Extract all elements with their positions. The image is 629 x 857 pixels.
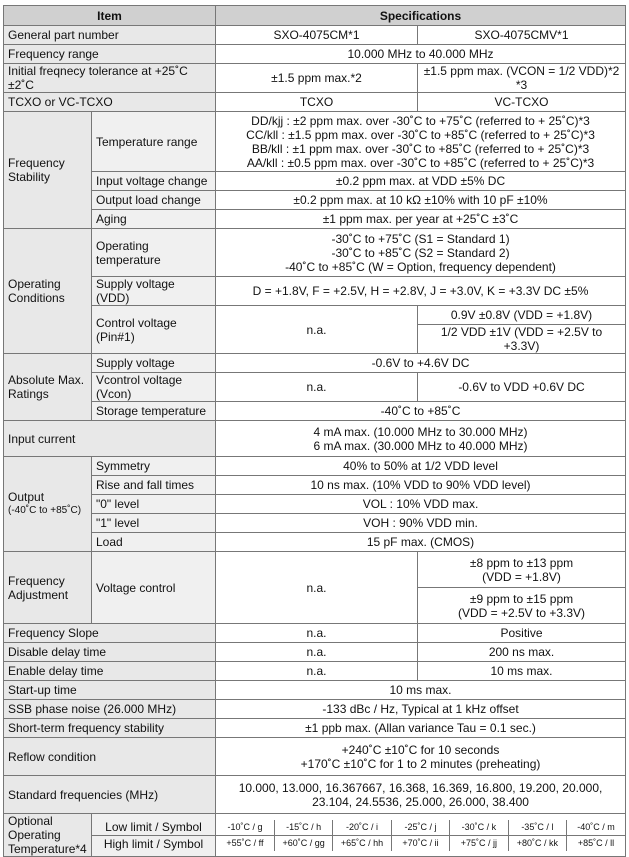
storage-temp-row: [4, 402, 626, 421]
enable-delay-tcxo: n.a.: [216, 662, 418, 681]
high-limit-ff: +55˚C / ff: [216, 835, 274, 851]
aging-value: ±1 ppm max. per year at +25˚C ±3˚C: [216, 210, 626, 229]
ssb-row: [4, 700, 626, 719]
output-label-sub: (-40˚C to +85˚C): [8, 505, 82, 516]
storage-temp-label: Storage temperature: [92, 402, 216, 421]
symmetry-value: 40% to 50% at 1/2 VDD level: [216, 457, 626, 476]
rise-fall-row: [4, 476, 626, 495]
output-load-row: [4, 191, 626, 210]
operating-conditions-label: Operating Conditions: [4, 229, 92, 354]
voltage-control-vctcxo-2: [418, 588, 626, 624]
initial-tolerance-row: [4, 64, 626, 93]
control-voltage-tcxo: n.a.: [216, 306, 418, 354]
standard-freq-line-2: 23.104, 24.5536, 25.000, 26.000, 38.400: [312, 794, 529, 809]
vcontrol-tcxo: n.a.: [216, 373, 418, 402]
load-value: 15 pF max. (CMOS): [216, 533, 626, 552]
low-limit-label: Low limit / Symbol: [92, 819, 215, 836]
frequency-range-value: 10.000 MHz to 40.000 MHz: [216, 45, 626, 64]
frequency-slope-tcxo: n.a.: [216, 624, 418, 643]
op-temp-s1: -30˚C to +75˚C (S1 = Standard 1): [331, 231, 510, 246]
optional-temp-grid: [216, 820, 625, 851]
abs-supply-value: -0.6V to +4.6V DC: [216, 354, 626, 373]
control-voltage-vctcxo-1: 0.9V ±0.8V (VDD = +1.8V): [418, 306, 626, 325]
temp-line-cc: CC/kll : ±1.5 ppm max. over -30˚C to +85˚C (referred to + 25˚C)*3: [246, 127, 595, 142]
high-limit-kk: +80˚C / kk: [508, 835, 566, 851]
high-limit-gg: +60˚C / gg: [274, 835, 332, 851]
spec-sheet: [1, 1, 628, 856]
input-voltage-label: Input voltage change: [92, 172, 216, 191]
reflow-line-2: +170˚C ±10˚C for 1 to 2 minutes (preheating): [300, 756, 541, 771]
voltage-control-tcxo: n.a.: [216, 552, 418, 624]
item-header: Item: [4, 6, 216, 26]
high-limit-row: [216, 835, 625, 851]
startup-row: [4, 681, 626, 700]
vcontrol-row: [4, 373, 626, 402]
input-voltage-row: [4, 172, 626, 191]
temperature-range-label: Temperature range: [92, 112, 216, 172]
frequency-slope-vctcxo: Positive: [418, 624, 626, 643]
part-number-vctcxo: SXO-4075CMV*1: [418, 26, 626, 45]
operating-temp-value: [216, 229, 626, 277]
input-current-value: [216, 421, 626, 457]
frequency-adjustment-label: Frequency Adjustment: [4, 552, 92, 624]
one-level-label: "1" level: [92, 514, 216, 533]
temperature-range-value: [216, 112, 626, 172]
frequency-stability-label: Frequency Stability: [4, 112, 92, 229]
ssb-value: -133 dBc / Hz, Typical at 1 kHz offset: [216, 700, 626, 719]
low-limit-m: -40˚C / m: [567, 820, 626, 836]
reflow-line-1: +240˚C ±10˚C for 10 seconds: [341, 742, 500, 757]
enable-delay-row: [4, 662, 626, 681]
load-label: Load: [92, 533, 216, 552]
optional-temp-limit-labels: [92, 814, 216, 857]
specifications-header: Specifications: [216, 6, 626, 26]
standard-frequencies-value: [216, 776, 626, 814]
low-limit-h: -15˚C / h: [274, 820, 332, 836]
operating-temp-row: [4, 229, 626, 277]
op-temp-s2: -30˚C to +85˚C (S2 = Standard 2): [331, 245, 510, 260]
output-label-main: Output: [8, 490, 45, 504]
high-limit-jj: +75˚C / jj: [450, 835, 508, 851]
supply-voltage-label: Supply voltage (VDD): [92, 277, 216, 306]
rise-fall-label: Rise and fall times: [92, 476, 216, 495]
zero-level-value: VOL : 10% VDD max.: [216, 495, 626, 514]
temp-line-aa: AA/kll : ±0.5 ppm max. over -30˚C to +85˚C (referred to + 25˚C)*3: [246, 155, 595, 170]
one-level-value: VOH : 90% VDD min.: [216, 514, 626, 533]
vctcxo-value: VC-TCXO: [418, 93, 626, 112]
control-voltage-vctcxo-2: 1/2 VDD ±1V (VDD = +2.5V to +3.3V): [418, 325, 626, 354]
vc-range-1: ±8 ppm to ±13 ppm: [469, 555, 574, 570]
control-voltage-row-1: [4, 306, 626, 325]
symmetry-row: [4, 457, 626, 476]
voltage-control-label: Voltage control: [92, 552, 216, 624]
low-limit-k: -30˚C / k: [450, 820, 508, 836]
voltage-control-vctcxo-1: [418, 552, 626, 588]
tcxo-row: [4, 93, 626, 112]
ssb-label: SSB phase noise (26.000 MHz): [4, 700, 216, 719]
abs-supply-row: [4, 354, 626, 373]
input-current-line-1: 4 mA max. (10.000 MHz to 30.000 MHz): [313, 424, 528, 439]
input-current-label: Input current: [4, 421, 216, 457]
supply-voltage-row: [4, 277, 626, 306]
disable-delay-vctcxo: 200 ns max.: [418, 643, 626, 662]
general-part-number-label: General part number: [4, 26, 216, 45]
rise-fall-value: 10 ns max. (10% VDD to 90% VDD level): [216, 476, 626, 495]
part-number-tcxo: SXO-4075CM*1: [216, 26, 418, 45]
operating-temp-label: Operating temperature: [92, 229, 216, 277]
vc-range-2: ±9 ppm to ±15 ppm: [469, 591, 574, 606]
standard-freq-line-1: 10.000, 13.000, 16.367667, 16.368, 16.369, 16.800, 19.200, 20.000,: [238, 780, 603, 795]
frequency-slope-row: [4, 624, 626, 643]
low-limit-g: -10˚C / g: [227, 821, 263, 832]
frequency-slope-label: Frequency Slope: [4, 624, 216, 643]
output-load-value: ±0.2 ppm max. at 10 kΩ ±10% with 10 pF ±10%: [216, 191, 626, 210]
reflow-label: Reflow condition: [4, 738, 216, 776]
startup-value: 10 ms max.: [216, 681, 626, 700]
optional-temp-values: [216, 814, 626, 857]
one-level-row: [4, 514, 626, 533]
high-limit-ll: +85˚C / ll: [567, 835, 626, 851]
initial-tolerance-label: Initial freqnecy tolerance at +25˚C ±2˚C: [4, 64, 216, 93]
op-temp-w: -40˚C to +85˚C (W = Option, frequency dependent): [285, 259, 556, 274]
vc-cond-2: (VDD = +2.5V to +3.3V): [457, 605, 586, 620]
optional-temp-row: [4, 814, 626, 857]
temp-line-bb: BB/kll : ±1 ppm max. over -30˚C to +85˚C (referred to + 25˚C)*3: [251, 141, 590, 156]
frequency-range-label: Frequency range: [4, 45, 216, 64]
output-label: [4, 457, 92, 552]
initial-tolerance-tcxo: ±1.5 ppm max.*2: [216, 64, 418, 93]
reflow-row: [4, 738, 626, 776]
enable-delay-label: Enable delay time: [4, 662, 216, 681]
frequency-stability-temp-row: [4, 112, 626, 172]
spec-table: [3, 5, 626, 857]
control-voltage-label: Control voltage (Pin#1): [92, 306, 216, 354]
standard-frequencies-row: [4, 776, 626, 814]
voltage-control-row-1: [4, 552, 626, 588]
input-voltage-value: ±0.2 ppm max. at VDD ±5% DC: [216, 172, 626, 191]
disable-delay-row: [4, 643, 626, 662]
temp-line-dd: DD/kjj : ±2 ppm max. over -30˚C to +75˚C (referred to + 25˚C)*3: [251, 113, 590, 128]
aging-row: [4, 210, 626, 229]
low-limit-i: -20˚C / i: [333, 820, 391, 836]
disable-delay-tcxo: n.a.: [216, 643, 418, 662]
optional-temp-label: Optional Operating Temperature*4: [4, 814, 92, 857]
general-part-number-row: [4, 26, 626, 45]
startup-label: Start-up time: [4, 681, 216, 700]
output-load-label: Output load change: [92, 191, 216, 210]
low-limit-row: [216, 820, 625, 836]
enable-delay-vctcxo: 10 ms max.: [418, 662, 626, 681]
tcxo-label: TCXO or VC-TCXO: [4, 93, 216, 112]
symmetry-label: Symmetry: [92, 457, 216, 476]
aging-label: Aging: [92, 210, 216, 229]
high-limit-hh: +65˚C / hh: [333, 835, 391, 851]
zero-level-row: [4, 495, 626, 514]
short-term-value: ±1 ppb max. (Allan variance Tau = 0.1 sec.): [216, 719, 626, 738]
standard-frequencies-label: Standard frequencies (MHz): [4, 776, 216, 814]
zero-level-label: "0" level: [92, 495, 216, 514]
short-term-label: Short-term frequency stability: [4, 719, 216, 738]
initial-tolerance-vctcxo: ±1.5 ppm max. (VCON = 1/2 VDD)*2 *3: [418, 64, 626, 93]
frequency-range-row: [4, 45, 626, 64]
abs-supply-label: Supply voltage: [92, 354, 216, 373]
vc-cond-1: (VDD = +1.8V): [482, 569, 561, 584]
header-row: [4, 6, 626, 26]
disable-delay-label: Disable delay time: [4, 643, 216, 662]
low-limit-j: -25˚C / j: [391, 820, 449, 836]
high-limit-ii: +70˚C / ii: [391, 835, 449, 851]
storage-temp-value: -40˚C to +85˚C: [216, 402, 626, 421]
vcontrol-vctcxo: -0.6V to VDD +0.6V DC: [418, 373, 626, 402]
input-current-line-2: 6 mA max. (30.000 MHz to 40.000 MHz): [313, 438, 528, 453]
high-limit-label: High limit / Symbol: [103, 836, 204, 851]
input-current-row: [4, 421, 626, 457]
reflow-value: [216, 738, 626, 776]
absolute-max-label: Absolute Max. Ratings: [4, 354, 92, 421]
supply-voltage-value: D = +1.8V, F = +2.5V, H = +2.8V, J = +3.0V, K = +3.3V DC ±5%: [216, 277, 626, 306]
load-row: [4, 533, 626, 552]
short-term-row: [4, 719, 626, 738]
tcxo-value: TCXO: [216, 93, 418, 112]
low-limit-l: -35˚C / l: [508, 820, 566, 836]
vcontrol-label: Vcontrol voltage (Vcon): [92, 373, 216, 402]
